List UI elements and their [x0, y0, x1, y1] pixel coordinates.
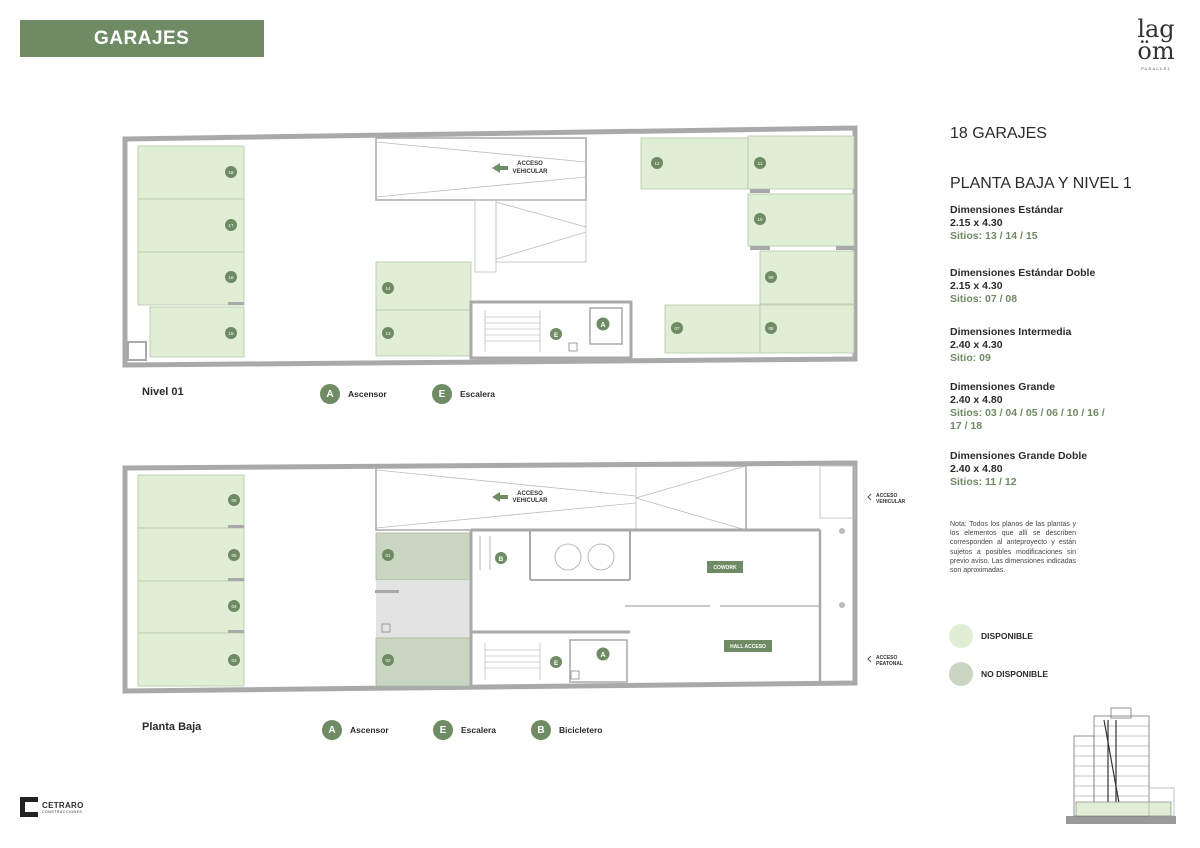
svg-text:E: E	[553, 660, 559, 667]
svg-text:06: 06	[231, 498, 237, 503]
escalera-icon: E	[433, 720, 453, 740]
legend-ascensor-pb: A Ascensor	[322, 720, 389, 740]
page-title: GARAJES	[20, 20, 264, 57]
svg-text:01: 01	[385, 553, 391, 558]
cetraro-mark-icon	[20, 797, 38, 817]
parking-spots-left	[138, 475, 244, 686]
spot-number-13	[382, 327, 394, 339]
spot-number-18	[225, 166, 237, 178]
svg-text:ACCESO: ACCESO	[876, 655, 898, 661]
svg-text:ACCESO: ACCESO	[876, 493, 898, 499]
svg-text:13: 13	[385, 331, 391, 336]
svg-text:10: 10	[757, 217, 763, 222]
spec-grande: Dimensiones Grande 2.40 x 4.80 Sitios: 03 / 04 / 05 / 06 / 10 / 16 / 17 / 18	[950, 381, 1105, 432]
svg-text:ACCESO: ACCESO	[517, 491, 543, 497]
spot-number-11	[754, 157, 766, 169]
plan-planta-baja	[120, 458, 865, 698]
svg-text:12: 12	[654, 161, 660, 166]
spot-number-09	[765, 271, 777, 283]
svg-text:16: 16	[228, 275, 234, 280]
svg-text:VEHICULAR: VEHICULAR	[876, 499, 906, 505]
spec-estandar: Dimensiones Estándar 2.15 x 4.30 Sitios: 13 / 14 / 15	[950, 204, 1064, 242]
legend-bicicletero: B Bicicletero	[531, 720, 602, 740]
legend-escalera: E Escalera	[432, 384, 495, 404]
spec-grande-doble: Dimensiones Grande Doble 2.40 x 4.80 Sitios: 11 / 12	[950, 450, 1088, 488]
spot-number-03	[228, 654, 240, 666]
hall-label: HALL ACCESO	[730, 644, 766, 650]
spot-number-06	[228, 494, 240, 506]
ascensor-icon: A	[320, 384, 340, 404]
disclaimer-note: Nota: Todos los planos de las plantas y los elementos que allí se describen corresponden al anteproyecto y están sujetos a posibles modificaciones sin previo aviso. Las dimensiones indicadas son aproximadas.	[950, 521, 1076, 575]
svg-text:18: 18	[228, 170, 234, 175]
spot-number-17	[225, 219, 237, 231]
legend-escalera-pb: E Escalera	[433, 720, 496, 740]
spot-number-14	[382, 282, 394, 294]
spot-number-08	[765, 322, 777, 334]
spec-estandar-doble: Dimensiones Estándar Doble 2.15 x 4.30 Sitios: 07 / 08	[950, 267, 1096, 305]
unavailable-swatch	[949, 662, 973, 686]
bicicletero-icon: B	[531, 720, 551, 740]
svg-text:17: 17	[228, 223, 234, 228]
ascensor-icon: A	[322, 720, 342, 740]
svg-text:02: 02	[385, 658, 391, 663]
spot-number-15	[225, 327, 237, 339]
svg-text:05: 05	[231, 553, 237, 558]
svg-text:09: 09	[768, 275, 774, 280]
svg-text:14: 14	[385, 286, 391, 291]
svg-text:03: 03	[231, 658, 237, 663]
svg-text:VEHICULAR: VEHICULAR	[512, 169, 548, 175]
svg-text:11: 11	[757, 161, 763, 166]
spot-number-10	[754, 213, 766, 225]
status-disponible: DISPONIBLE	[949, 624, 1033, 648]
side-access-labels	[864, 488, 914, 668]
cetraro-logo: CETRARO CONSTRUCCIONES	[20, 797, 84, 817]
svg-text:08: 08	[768, 326, 774, 331]
sidebar-title: 18 GARAJES	[950, 125, 1047, 142]
sidebar-subtitle: PLANTA BAJA Y NIVEL 1	[950, 175, 1132, 192]
building-illustration	[1066, 706, 1178, 826]
spot-number-16	[225, 271, 237, 283]
svg-text:VEHICULAR: VEHICULAR	[512, 498, 548, 504]
plan-nivel-01	[120, 122, 860, 372]
available-swatch	[949, 624, 973, 648]
legend-ascensor: A Ascensor	[320, 384, 387, 404]
column-marker	[839, 602, 845, 608]
column-marker	[839, 528, 845, 534]
spot-number-04	[228, 600, 240, 612]
spot-number-02	[382, 654, 394, 666]
escalera-icon: E	[432, 384, 452, 404]
svg-text:PEATONAL: PEATONAL	[876, 661, 904, 667]
spot-number-12	[651, 157, 663, 169]
spot-number-05	[228, 549, 240, 561]
svg-text:B: B	[498, 556, 504, 563]
svg-text:15: 15	[228, 331, 234, 336]
level-label-nivel01: Nivel 01	[142, 386, 184, 398]
svg-text:E: E	[553, 332, 559, 339]
spot-number-07	[671, 322, 683, 334]
svg-text:A: A	[600, 652, 606, 659]
level-label-planta-baja: Planta Baja	[142, 721, 202, 733]
lagom-logo: lag öm PARALLEL	[1137, 15, 1175, 71]
svg-text:04: 04	[231, 604, 237, 609]
spot-number-01	[382, 549, 394, 561]
status-no-disponible: NO DISPONIBLE	[949, 662, 1048, 686]
parking-spots-middle	[376, 262, 471, 356]
svg-text:ACCESO: ACCESO	[517, 161, 543, 167]
spec-intermedia: Dimensiones Intermedia 2.40 x 4.30 Sitio: 09	[950, 326, 1072, 364]
svg-text:A: A	[600, 322, 606, 329]
cowork-label: COWORK	[713, 565, 737, 571]
svg-text:07: 07	[674, 326, 680, 331]
